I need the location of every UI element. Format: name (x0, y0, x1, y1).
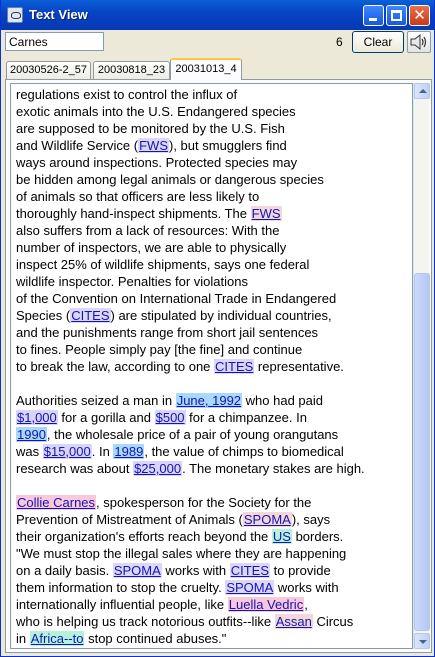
text-line (16, 205, 401, 222)
entity-highlight-org[interactable]: FWS (139, 138, 168, 153)
minimize-button[interactable] (363, 5, 384, 26)
text-segment: to fines. People simply pay [the fine] and continue (16, 342, 303, 357)
text-line (16, 137, 401, 154)
document-text-area[interactable] (10, 83, 413, 649)
clear-button[interactable]: Clear (352, 31, 404, 53)
entity-highlight-loc[interactable]: Africa--to (30, 631, 84, 646)
text-line (16, 120, 401, 137)
text-segment: internationally influential people, like (16, 597, 228, 612)
title-bar[interactable] (1, 0, 434, 30)
text-line (16, 579, 401, 596)
text-segment: them information to stop the cruelty. (16, 580, 226, 595)
text-segment: be hidden among legal animals or dangerous species (16, 172, 324, 187)
text-line (16, 86, 401, 103)
tab-label: 20031013_4 (175, 63, 237, 75)
entity-highlight-date[interactable]: 1989 (114, 444, 144, 459)
window-title: Text View (29, 7, 88, 22)
text-line (16, 188, 401, 205)
entity-highlight-org[interactable]: CITES (71, 308, 110, 323)
text-segment: Circus (312, 614, 354, 629)
entity-highlight-org2[interactable]: SPOMA (243, 512, 291, 527)
arrow-up-icon (419, 89, 427, 93)
text-segment: ways around inspections. Protected species may (16, 155, 298, 170)
text-segment: Species ( (16, 308, 71, 323)
close-icon: ✕ (413, 6, 426, 24)
maximize-icon (391, 10, 402, 21)
text-line (16, 562, 401, 579)
text-segment: and Wildlife Service ( (16, 138, 139, 153)
text-segment: for a gorilla and (57, 410, 155, 425)
speaker-button[interactable] (407, 31, 431, 53)
text-segment: , the value of chimps to biomedical (144, 444, 344, 459)
text-segment: . In (91, 444, 114, 459)
text-segment: , the wholesale price of a pair of young orangutans (46, 427, 339, 442)
text-line (16, 392, 401, 409)
entity-highlight-date[interactable]: 1990 (17, 427, 46, 442)
vertical-scrollbar[interactable] (413, 83, 429, 649)
text-line (16, 426, 401, 443)
text-line (16, 477, 401, 494)
tab-panel (5, 79, 432, 653)
text-segment: ) are stipulated by individual countries, (110, 308, 332, 323)
text-line (16, 511, 401, 528)
tab-20031013-4[interactable] (170, 58, 242, 80)
text-line (16, 613, 401, 630)
text-segment: "We must stop the illegal sales where they are happening (16, 546, 347, 561)
text-segment: Authorities seized a man in (16, 393, 176, 408)
text-segment: representative. (254, 359, 344, 374)
text-line (16, 290, 401, 307)
text-line (16, 256, 401, 273)
text-segment: who had paid (242, 393, 323, 408)
text-segment: ), says (291, 512, 331, 527)
entity-highlight-money[interactable]: $15,000 (43, 444, 91, 459)
text-segment: . The monetary stakes are high. (182, 461, 365, 476)
text-segment: in (16, 631, 30, 646)
text-segment: who is helping us track notorious outfits--like (16, 614, 275, 629)
text-line (16, 630, 401, 647)
entity-highlight-money[interactable]: $1,000 (17, 410, 57, 425)
text-segment: to break the law, according to one (16, 359, 215, 374)
text-line (16, 460, 401, 477)
text-segment: and the punishments range from short jail sentences (16, 325, 319, 340)
entity-highlight-money[interactable]: $500 (155, 410, 185, 425)
text-segment: inspect 25% of wildlife shipments, says one federal (16, 257, 310, 272)
entity-highlight-person[interactable]: Luella Vedric (228, 597, 304, 612)
text-line (16, 273, 401, 290)
text-line (16, 443, 401, 460)
arrow-down-icon (419, 640, 427, 644)
text-segment: to provide (270, 563, 331, 578)
text-segment: research was about (16, 461, 134, 476)
scroll-up-button[interactable] (414, 83, 430, 99)
text-segment: Prevention of Mistreatment of Animals ( (16, 512, 243, 527)
tab-20030818-23[interactable] (93, 61, 170, 79)
text-segment: on a daily basis. (16, 563, 113, 578)
text-line (16, 307, 401, 324)
text-line (16, 341, 401, 358)
minimize-icon (369, 18, 377, 21)
text-segment: thoroughly hand-inspect shipments. The (16, 206, 251, 221)
text-line (16, 375, 401, 392)
text-segment: of animals so that officers are less likely to (16, 189, 260, 204)
text-segment: are supposed to be monitored by the U.S. Fish (16, 121, 285, 136)
text-line (16, 103, 401, 120)
text-line (16, 528, 401, 545)
text-line (16, 324, 401, 341)
text-segment: stop continued abuses." (84, 631, 227, 646)
scroll-down-button[interactable] (414, 633, 430, 649)
text-segment: their organization's efforts reach beyond the (16, 529, 272, 544)
text-line (16, 222, 401, 239)
text-line (16, 545, 401, 562)
entity-highlight-loc[interactable]: US (272, 529, 291, 544)
eye-icon (7, 7, 23, 23)
text-line (16, 494, 401, 511)
document-tabs (5, 58, 432, 79)
text-segment: regulations exist to control the influx of (16, 87, 238, 102)
entity-highlight-org2[interactable]: FWS (251, 206, 281, 221)
text-line (16, 596, 401, 613)
text-line (16, 409, 401, 426)
document-text (16, 86, 401, 647)
maximize-button[interactable] (386, 5, 407, 26)
text-segment: of the Convention on International Trade in Endangered (16, 291, 337, 306)
text-segment: for a chimpanzee. In (185, 410, 307, 425)
text-segment: , (304, 597, 308, 612)
entity-highlight-person[interactable]: Collie Carnes (17, 495, 96, 510)
tab-label: 20030526-2_57 (9, 64, 88, 76)
text-line (16, 358, 401, 375)
match-count: 6 (336, 35, 343, 49)
text-segment: was (16, 444, 43, 459)
text-segment: exotic animals into the U.S. Endangered species (16, 104, 296, 119)
entity-highlight-org[interactable]: SPOMA (113, 563, 161, 578)
speaker-icon (408, 32, 430, 52)
entity-highlight-date[interactable]: June, 1992 (176, 393, 242, 408)
text-segment: , spokesperson for the Society for the (96, 495, 312, 510)
text-line (16, 154, 401, 171)
scrollbar-thumb[interactable] (414, 273, 430, 631)
text-segment: wildlife inspector. Penalties for violations (16, 274, 248, 289)
search-input[interactable] (5, 32, 104, 51)
entity-highlight-money[interactable]: $25,000 (134, 461, 182, 476)
tab-label: 20030818_23 (97, 64, 166, 76)
text-segment: ), but smugglers find (169, 138, 287, 153)
text-segment: also suffers from a lack of resources: With the (16, 223, 280, 238)
text-segment: number of inspectors, we are able to physically (16, 240, 287, 255)
text-segment: works with (274, 580, 339, 595)
entity-highlight-org[interactable]: CITES (230, 563, 270, 578)
text-line (16, 239, 401, 256)
text-segment: borders. (291, 529, 344, 544)
entity-highlight-org[interactable]: CITES (215, 359, 254, 374)
tab-20030526-2-57[interactable] (6, 61, 91, 79)
entity-highlight-org[interactable]: SPOMA (226, 580, 274, 595)
entity-highlight-org2[interactable]: Assan (275, 614, 312, 629)
text-segment: works with (161, 563, 230, 578)
close-button[interactable] (409, 5, 430, 26)
text-line (16, 171, 401, 188)
